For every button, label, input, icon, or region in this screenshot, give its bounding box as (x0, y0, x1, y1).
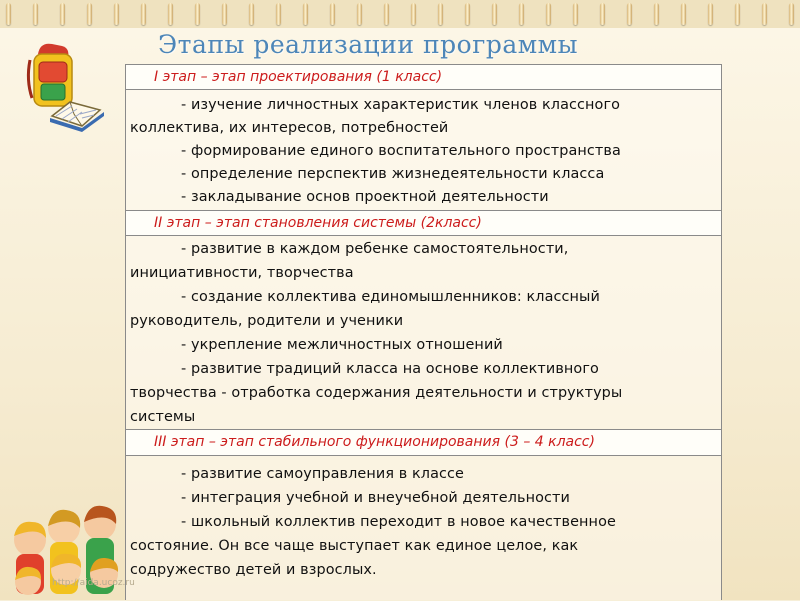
spiral-ring (735, 3, 740, 25)
watermark-url: http://aida.ucoz.ru (52, 578, 135, 588)
stages-table (125, 64, 722, 600)
spiral-ring (168, 3, 173, 25)
spiral-ring (276, 3, 281, 25)
spiral-ring (6, 3, 11, 25)
spiral-ring (789, 3, 794, 25)
spiral-ring (762, 3, 767, 25)
spiral-ring (330, 3, 335, 25)
stage-line: - создание коллектива единомышленников: классный (181, 289, 600, 305)
spiral-ring (33, 3, 38, 25)
spiral-ring (519, 3, 524, 25)
spiral-ring (654, 3, 659, 25)
stage-line: - развитие традиций класса на основе коллективного (181, 361, 599, 377)
stage-body-row (126, 90, 721, 211)
spiral-ring (384, 3, 389, 25)
spiral-ring (546, 3, 551, 25)
stage-line: - формирование единого воспитательного пространства (181, 143, 621, 159)
stage-line: содружество детей и взрослых. (130, 562, 377, 578)
stage-line: инициативности, творчества (130, 265, 354, 281)
stage-line: - изучение личностных характеристик членов классного (181, 97, 621, 113)
stage-line: руководитель, родители и ученики (130, 313, 404, 329)
spiral-ring (60, 3, 65, 25)
notebook-spiral (0, 0, 800, 29)
spiral-ring (573, 3, 578, 25)
backpack-book-icon (22, 40, 112, 140)
stage-line: коллектива, их интересов, потребностей (130, 120, 449, 136)
spiral-ring (249, 3, 254, 25)
stage-body-row (126, 456, 721, 601)
stage-line: творчества - отработка содержания деятельности и структуры (130, 385, 623, 401)
stage-header: III этап – этап стабильного функционирования (3 – 4 класс) (154, 434, 595, 450)
spiral-ring (600, 3, 605, 25)
stage-header-row (126, 430, 721, 456)
stage-line: состояние. Он все чаще выступает как единое целое, как (130, 538, 579, 554)
spiral-ring (681, 3, 686, 25)
spiral-ring (411, 3, 416, 25)
stage-header-row (126, 211, 721, 236)
page-title: Этапы реализации программы (158, 30, 579, 59)
stage-line: - закладывание основ проектной деятельности (181, 189, 549, 205)
stage-header-row (126, 65, 721, 90)
spiral-ring (141, 3, 146, 25)
stage-line: - развитие в каждом ребенке самостоятельности, (181, 241, 569, 257)
stage-line: системы (130, 409, 196, 425)
stage-line: - укрепление межличностных отношений (181, 337, 503, 353)
spiral-ring (438, 3, 443, 25)
spiral-ring (195, 3, 200, 25)
spiral-ring (114, 3, 119, 25)
stage-body-row (126, 236, 721, 430)
spiral-ring (357, 3, 362, 25)
spiral-ring (222, 3, 227, 25)
stage-line: - школьный коллектив переходит в новое качественное (181, 514, 616, 530)
stage-line: - интеграция учебной и внеучебной деятельности (181, 490, 570, 506)
spiral-ring (87, 3, 92, 25)
spiral-ring (708, 3, 713, 25)
spiral-ring (627, 3, 632, 25)
stage-line: - развитие самоуправления в классе (181, 466, 465, 482)
spiral-ring (492, 3, 497, 25)
stage-header: I этап – этап проектирования (1 класс) (154, 69, 443, 85)
spiral-ring (465, 3, 470, 25)
stage-header: II этап – этап становления системы (2класс) (154, 215, 482, 231)
stage-line: - определение перспектив жизнедеятельности класса (181, 166, 605, 182)
spiral-ring (303, 3, 308, 25)
